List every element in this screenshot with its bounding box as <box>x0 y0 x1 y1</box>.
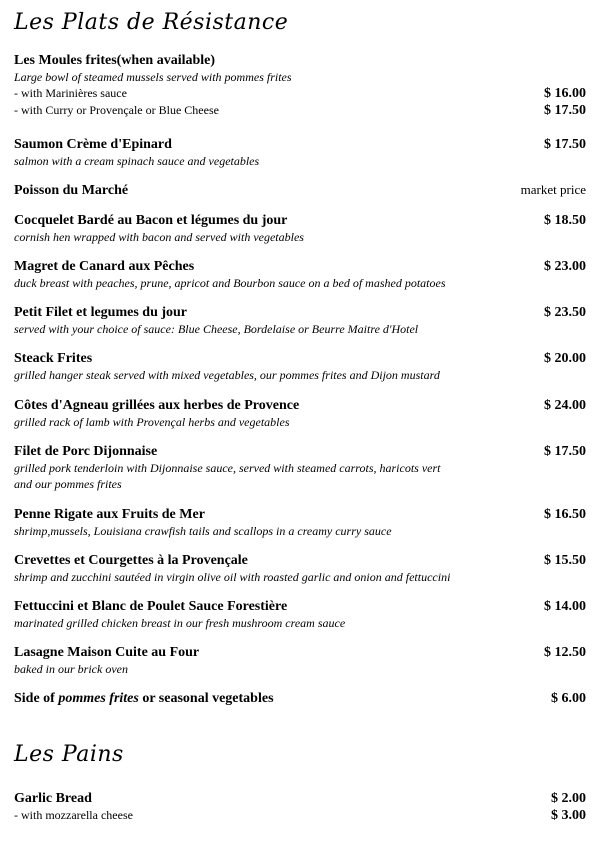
item-description: cornish hen wrapped with bacon and served with vegetables <box>14 230 304 244</box>
item-description: grilled hanger steak served with mixed vegetables, our pommes frites and Dijon mustard <box>14 368 440 382</box>
menu-item-cotes-agneau <box>14 397 586 430</box>
item-name: Steack Frites <box>14 351 93 366</box>
item-price: $ 12.50 <box>544 645 586 660</box>
item-description: marinated grilled chicken breast in our fresh mushroom cream sauce <box>14 616 346 630</box>
item-description: grilled rack of lamb with Provençal herbs and vegetables <box>14 415 290 429</box>
section-title-plats: Les Plats de Résistance <box>14 10 289 35</box>
item-description: Large bowl of steamed mussels served with pommes frites <box>14 70 292 84</box>
menu-item-penne <box>14 506 586 539</box>
item-description: served with your choice of sauce: Blue Cheese, Bordelaise or Beurre Maitre d'Hotel <box>14 322 419 336</box>
item-description: grilled pork tenderloin with Dijonnaise sauce, served with steamed carrots, haricots vert <box>14 461 441 475</box>
item-name: Garlic Bread <box>14 791 92 806</box>
item-name: Lasagne Maison Cuite au Four <box>14 645 200 660</box>
item-name: Saumon Crème d'Epinard <box>14 137 172 152</box>
option-price: $ 3.00 <box>551 808 586 823</box>
item-name: Crevettes et Courgettes à la Provençale <box>14 553 248 568</box>
item-name: Filet de Porc Dijonnaise <box>14 444 158 459</box>
item-name: Les Moules frites(when available) <box>14 53 216 68</box>
menu-item-fettuccini <box>14 598 586 631</box>
item-name: Côtes d'Agneau grillées aux herbes de Provence <box>14 398 300 413</box>
item-price: $ 24.00 <box>544 398 586 413</box>
item-price: $ 20.00 <box>544 351 586 366</box>
menu-item-side <box>14 690 586 707</box>
menu-item-saumon <box>14 136 586 169</box>
menu-item-magret <box>14 258 586 291</box>
option-label: - with Marinières sauce <box>14 86 127 100</box>
item-price: $ 2.00 <box>551 791 586 806</box>
item-description-cont: and our pommes frites <box>14 477 122 491</box>
item-description: duck breast with peaches, prune, apricot and Bourbon sauce on a bed of mashed potatoes <box>14 276 446 290</box>
menu-item-moules <box>14 52 586 119</box>
section-title-pains: Les Pains <box>14 742 124 767</box>
menu-item-garlic-bread <box>14 790 586 824</box>
item-description: salmon with a cream spinach sauce and vegetables <box>14 154 260 168</box>
menu-item-lasagne <box>14 644 586 677</box>
option-price: $ 17.50 <box>544 103 586 118</box>
item-name: Fettuccini et Blanc de Poulet Sauce Forestière <box>14 599 288 614</box>
item-name: Penne Rigate aux Fruits de Mer <box>14 507 205 522</box>
item-name: Side of pommes frites or seasonal vegetables <box>14 691 274 706</box>
item-price: $ 17.50 <box>544 137 586 152</box>
item-description: baked in our brick oven <box>14 662 128 676</box>
item-price: $ 6.00 <box>551 691 586 706</box>
menu-item-poisson <box>14 181 586 199</box>
menu-item-filet-porc <box>14 443 586 492</box>
menu-item-petit-filet <box>14 304 586 337</box>
item-name: Poisson du Marché <box>14 183 129 198</box>
option-label: - with mozzarella cheese <box>14 808 133 822</box>
item-price: $ 14.00 <box>544 599 586 614</box>
item-price: $ 23.00 <box>544 259 586 274</box>
menu-item-steack <box>14 350 586 383</box>
item-description: shrimp,mussels, Louisiana crawfish tails and scallops in a creamy curry sauce <box>14 524 392 538</box>
item-price: $ 17.50 <box>544 444 586 459</box>
item-price: $ 16.50 <box>544 507 586 522</box>
item-price: $ 23.50 <box>544 305 586 320</box>
item-price: $ 15.50 <box>544 553 586 568</box>
item-name: Petit Filet et legumes du jour <box>14 305 188 320</box>
item-name: Cocquelet Bardé au Bacon et légumes du jour <box>14 213 288 228</box>
item-name: Magret de Canard aux Pêches <box>14 259 195 274</box>
menu-item-crevettes <box>14 552 586 585</box>
option-price: $ 16.00 <box>544 86 586 101</box>
item-price: market price <box>520 182 586 197</box>
item-price: $ 18.50 <box>544 213 586 228</box>
item-description: shrimp and zucchini sautéed in virgin olive oil with roasted garlic and onion and fettuccini <box>14 570 451 584</box>
option-label: - with Curry or Provençale or Blue Cheese <box>14 103 219 117</box>
menu-item-cocquelet <box>14 212 586 245</box>
